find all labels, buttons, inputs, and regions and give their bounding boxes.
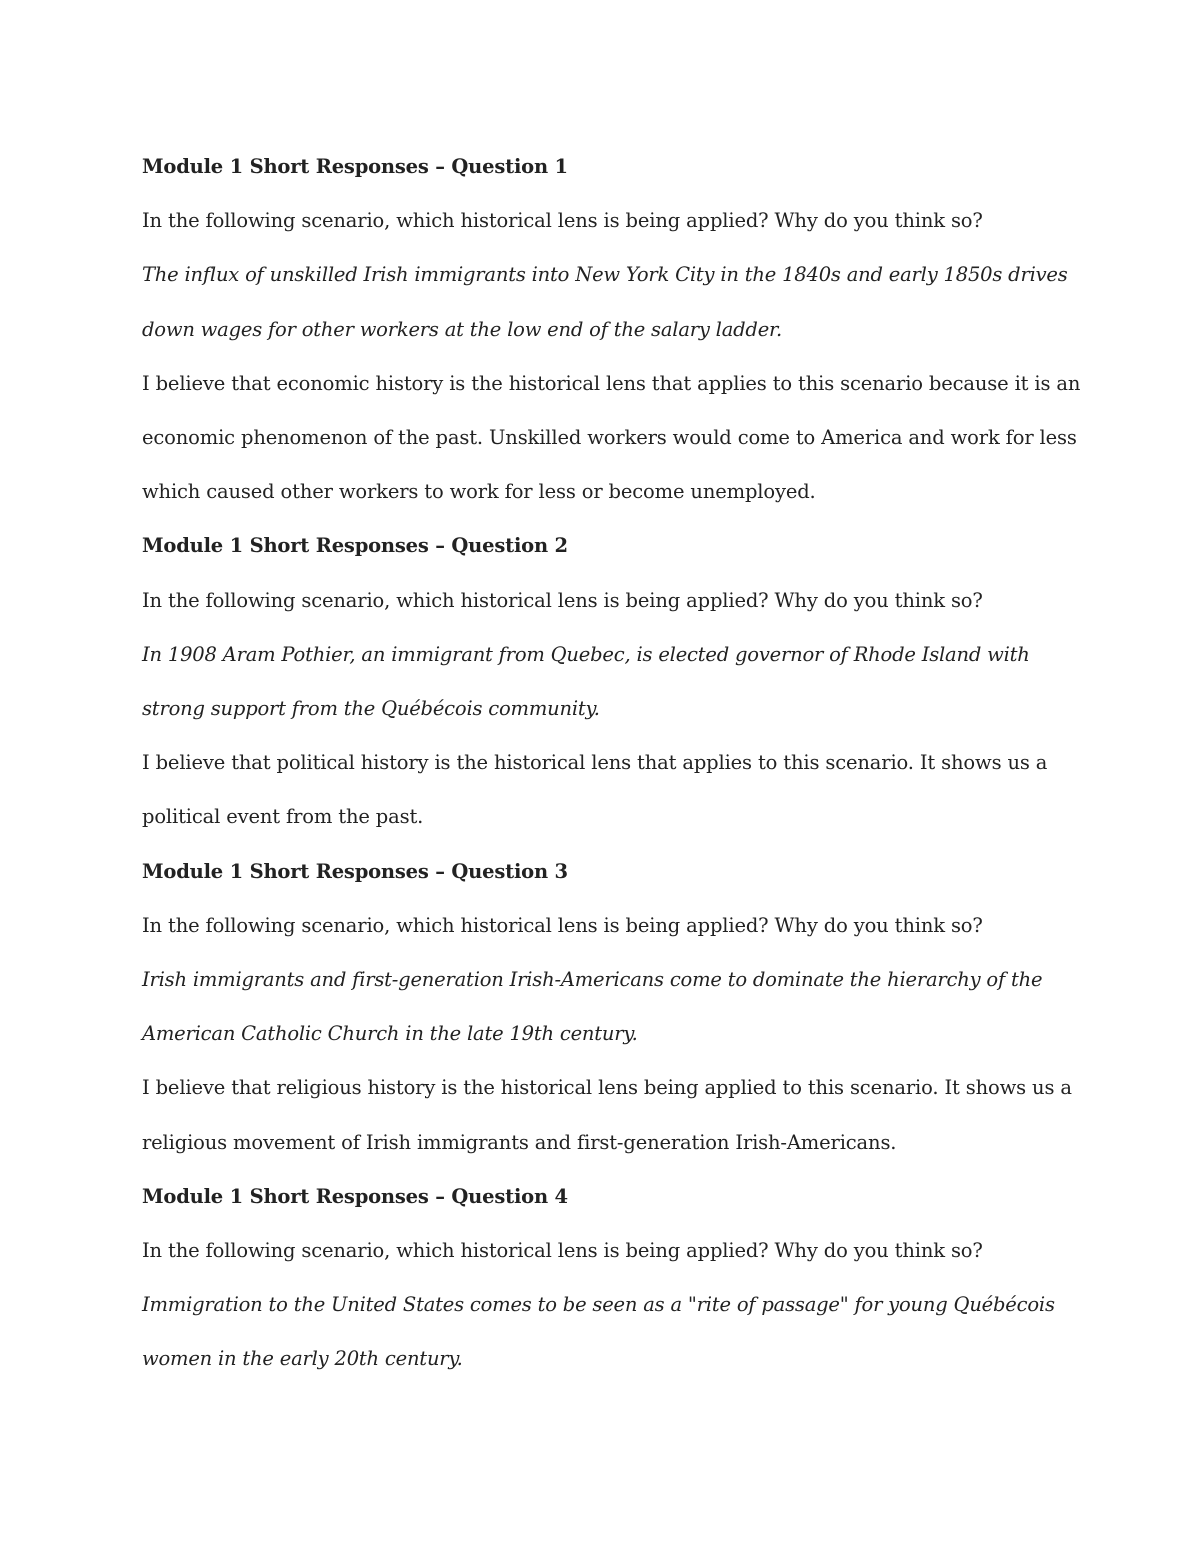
question-2-heading: Module 1 Short Responses – Question 2 bbox=[142, 534, 568, 558]
question-2-answer-line-1: I believe that political history is the historical lens that applies to this scenario. It shows us a bbox=[142, 751, 1048, 775]
question-2-answer-line-2: political event from the past. bbox=[142, 805, 424, 829]
question-3-prompt: In the following scenario, which historical lens is being applied? Why do you think so? bbox=[142, 913, 983, 937]
question-4-heading: Module 1 Short Responses – Question 4 bbox=[142, 1184, 568, 1208]
question-3-scenario-line-2: American Catholic Church in the late 19th century. bbox=[142, 1022, 638, 1046]
question-1-section bbox=[142, 140, 1081, 519]
question-1-prompt: In the following scenario, which historical lens is being applied? Why do you think so? bbox=[142, 209, 983, 233]
question-4-scenario-line-1: Immigration to the United States comes to be seen as a "rite of passage" for young Québécois bbox=[142, 1293, 1055, 1317]
question-1-answer-line-3: which caused other workers to work for less or become unemployed. bbox=[142, 480, 816, 504]
question-3-answer-line-1: I believe that religious history is the historical lens being applied to this scenario. It shows us a bbox=[142, 1076, 1072, 1100]
question-4-scenario-line-2: women in the early 20th century. bbox=[142, 1347, 463, 1371]
question-2-section bbox=[142, 519, 1070, 844]
question-3-heading: Module 1 Short Responses – Question 3 bbox=[142, 859, 568, 883]
question-3-scenario-line-1: Irish immigrants and first-generation Irish-Americans come to dominate the hierarchy of the bbox=[142, 968, 1043, 992]
question-3-section bbox=[142, 845, 1070, 1170]
question-2-scenario-line-2: strong support from the Québécois community. bbox=[142, 697, 600, 721]
question-2-scenario-line-1: In 1908 Aram Pothier, an immigrant from Quebec, is elected governor of Rhode Island with bbox=[142, 642, 1030, 666]
question-1-scenario-line-1: The influx of unskilled Irish immigrants into New York City in the 1840s and early 1850s drives bbox=[142, 263, 1068, 287]
question-1-answer-line-2: economic phenomenon of the past. Unskilled workers would come to America and work for less bbox=[142, 426, 1077, 450]
question-1-scenario-line-2: down wages for other workers at the low end of the salary ladder. bbox=[142, 317, 783, 341]
question-1-heading: Module 1 Short Responses – Question 1 bbox=[142, 155, 568, 178]
question-4-prompt: In the following scenario, which historical lens is being applied? Why do you think so? bbox=[142, 1239, 983, 1263]
question-3-answer-line-2: religious movement of Irish immigrants and first-generation Irish-Americans. bbox=[142, 1130, 897, 1154]
question-1-answer-line-1: I believe that economic history is the historical lens that applies to this scenario because it is an bbox=[142, 371, 1081, 395]
question-4-section bbox=[142, 1170, 1070, 1387]
question-2-prompt: In the following scenario, which historical lens is being applied? Why do you think so? bbox=[142, 588, 983, 612]
